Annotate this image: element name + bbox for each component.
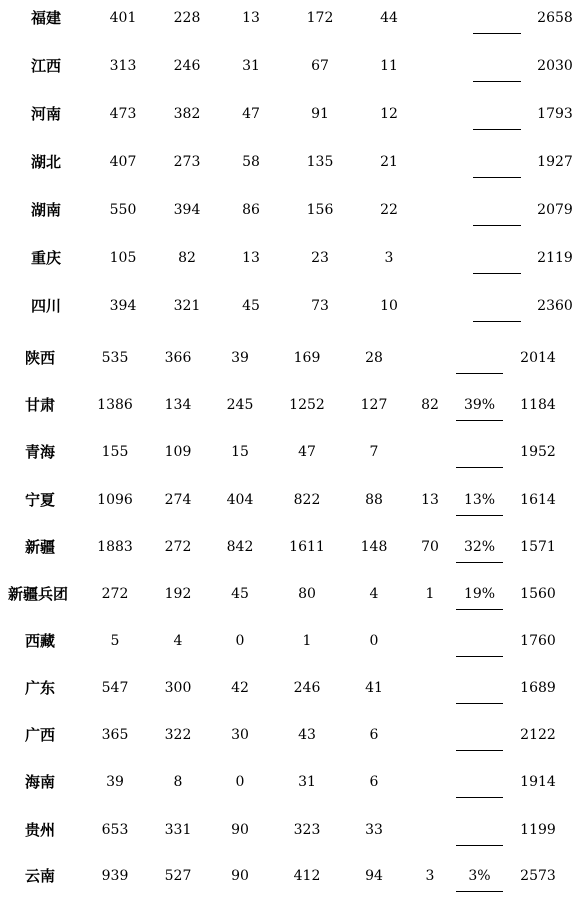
table-row — [0, 104, 584, 152]
cell-v1: 272 — [101, 586, 129, 602]
cell-v5: 88 — [365, 492, 383, 508]
cell-v8: 2122 — [520, 727, 556, 743]
cell-v8: 1914 — [520, 774, 556, 790]
cell-v8: 2119 — [537, 250, 573, 266]
cell-v5: 12 — [380, 106, 398, 122]
cell-v4: 412 — [293, 868, 321, 884]
cell-v8: 2030 — [537, 58, 573, 74]
blank-underline — [456, 797, 503, 798]
cell-v6: 1 — [425, 586, 435, 602]
province-name: 海南 — [25, 773, 56, 791]
cell-v1: 155 — [101, 444, 129, 460]
cell-v2: 228 — [173, 10, 201, 26]
blank-underline — [456, 750, 503, 751]
cell-v3: 31 — [242, 58, 260, 74]
cell-v2: 274 — [164, 492, 192, 508]
province-name: 青海 — [25, 443, 56, 461]
cell-v2: 272 — [164, 539, 192, 555]
cell-v4: 135 — [306, 154, 334, 170]
cell-v3: 90 — [231, 822, 249, 838]
cell-v8: 2014 — [520, 350, 556, 366]
province-name: 广东 — [25, 679, 56, 697]
cell-v8: 1571 — [520, 539, 556, 555]
cell-v5: 21 — [380, 154, 398, 170]
cell-v1: 105 — [109, 250, 137, 266]
table-row — [0, 537, 584, 585]
province-name: 贵州 — [25, 821, 56, 839]
blank-underline — [473, 81, 521, 82]
cell-v4: 246 — [293, 680, 321, 696]
province-name: 湖北 — [31, 153, 62, 171]
blank-underline — [456, 656, 503, 657]
province-name: 西藏 — [25, 632, 56, 650]
cell-v1: 535 — [101, 350, 129, 366]
cell-v1: 1883 — [97, 539, 133, 555]
cell-v1: 939 — [101, 868, 129, 884]
cell-v5: 28 — [365, 350, 383, 366]
table-row — [0, 678, 584, 726]
cell-v1: 473 — [109, 106, 137, 122]
table-row — [0, 152, 584, 200]
table-row — [0, 631, 584, 679]
cell-v5: 41 — [365, 680, 383, 696]
blank-underline — [473, 177, 521, 178]
percent-cell: 32% — [463, 539, 496, 555]
cell-v3: 842 — [226, 539, 254, 555]
cell-v8: 1560 — [520, 586, 556, 602]
cell-v3: 0 — [235, 774, 245, 790]
blank-underline — [473, 321, 521, 322]
table-row — [0, 490, 584, 538]
cell-v8: 2658 — [537, 10, 573, 26]
table-row — [0, 442, 584, 490]
cell-v5: 94 — [365, 868, 383, 884]
cell-v1: 653 — [101, 822, 129, 838]
cell-v5: 33 — [365, 822, 383, 838]
blank-underline — [456, 845, 503, 846]
cell-v8: 2079 — [537, 202, 573, 218]
table-row — [0, 56, 584, 104]
cell-v4: 1 — [302, 633, 312, 649]
cell-v2: 366 — [164, 350, 192, 366]
cell-v3: 13 — [242, 10, 260, 26]
cell-v4: 43 — [298, 727, 316, 743]
cell-v5: 22 — [380, 202, 398, 218]
cell-v4: 31 — [298, 774, 316, 790]
cell-v8: 1614 — [520, 492, 556, 508]
cell-v1: 1386 — [97, 397, 133, 413]
blank-underline — [456, 562, 503, 563]
cell-v6: 82 — [421, 397, 439, 413]
cell-v3: 39 — [231, 350, 249, 366]
cell-v1: 407 — [109, 154, 137, 170]
cell-v5: 148 — [360, 539, 388, 555]
cell-v4: 47 — [298, 444, 316, 460]
cell-v8: 2360 — [537, 298, 573, 314]
percent-cell: 3% — [468, 868, 491, 884]
cell-v4: 172 — [306, 10, 334, 26]
cell-v8: 1793 — [537, 106, 573, 122]
cell-v5: 44 — [380, 10, 398, 26]
cell-v3: 42 — [231, 680, 249, 696]
cell-v3: 58 — [242, 154, 260, 170]
cell-v5: 4 — [369, 586, 379, 602]
table-row — [0, 820, 584, 868]
cell-v4: 67 — [311, 58, 329, 74]
cell-v4: 91 — [311, 106, 329, 122]
cell-v2: 322 — [164, 727, 192, 743]
cell-v1: 550 — [109, 202, 137, 218]
cell-v2: 321 — [173, 298, 201, 314]
table-row — [0, 866, 584, 914]
cell-v3: 30 — [231, 727, 249, 743]
province-name: 江西 — [31, 57, 62, 75]
cell-v2: 331 — [164, 822, 192, 838]
cell-v2: 527 — [164, 868, 192, 884]
blank-underline — [456, 609, 503, 610]
blank-underline — [456, 891, 503, 892]
table-row — [0, 725, 584, 773]
cell-v5: 6 — [369, 774, 379, 790]
cell-v2: 109 — [164, 444, 192, 460]
cell-v2: 394 — [173, 202, 201, 218]
cell-v1: 401 — [109, 10, 137, 26]
cell-v4: 323 — [293, 822, 321, 838]
cell-v8: 1952 — [520, 444, 556, 460]
cell-v8: 1760 — [520, 633, 556, 649]
blank-underline — [473, 225, 521, 226]
cell-v8: 2573 — [520, 868, 556, 884]
cell-v6: 3 — [425, 868, 435, 884]
percent-cell: 39% — [463, 397, 496, 413]
province-name: 福建 — [31, 9, 62, 27]
cell-v4: 822 — [293, 492, 321, 508]
percent-cell: 19% — [463, 586, 496, 602]
cell-v6: 70 — [421, 539, 439, 555]
cell-v1: 1096 — [97, 492, 133, 508]
province-name: 甘肃 — [25, 396, 56, 414]
cell-v5: 3 — [384, 250, 394, 266]
cell-v2: 192 — [164, 586, 192, 602]
cell-v2: 8 — [173, 774, 183, 790]
table-row — [0, 296, 584, 344]
table-row — [0, 348, 584, 396]
cell-v4: 169 — [293, 350, 321, 366]
cell-v2: 273 — [173, 154, 201, 170]
province-name: 广西 — [25, 726, 56, 744]
blank-underline — [456, 703, 503, 704]
cell-v3: 15 — [231, 444, 249, 460]
blank-underline — [473, 273, 521, 274]
blank-underline — [456, 515, 503, 516]
blank-underline — [456, 373, 503, 374]
cell-v8: 1927 — [537, 154, 573, 170]
province-name: 河南 — [31, 105, 62, 123]
cell-v3: 47 — [242, 106, 260, 122]
cell-v4: 1252 — [289, 397, 325, 413]
province-name: 陕西 — [25, 349, 56, 367]
table-row — [0, 200, 584, 248]
blank-underline — [473, 33, 521, 34]
percent-cell: 13% — [463, 492, 496, 508]
cell-v1: 313 — [109, 58, 137, 74]
cell-v1: 547 — [101, 680, 129, 696]
cell-v2: 246 — [173, 58, 201, 74]
cell-v4: 73 — [311, 298, 329, 314]
province-name: 湖南 — [31, 201, 62, 219]
cell-v5: 7 — [369, 444, 379, 460]
cell-v5: 0 — [369, 633, 379, 649]
cell-v2: 82 — [178, 250, 196, 266]
cell-v3: 245 — [226, 397, 254, 413]
cell-v5: 6 — [369, 727, 379, 743]
cell-v8: 1689 — [520, 680, 556, 696]
cell-v4: 23 — [311, 250, 329, 266]
table-row — [0, 772, 584, 820]
blank-underline — [456, 467, 503, 468]
cell-v8: 1184 — [520, 397, 556, 413]
cell-v2: 382 — [173, 106, 201, 122]
province-name: 宁夏 — [25, 491, 56, 509]
cell-v2: 300 — [164, 680, 192, 696]
table-row — [0, 395, 584, 443]
cell-v3: 45 — [231, 586, 249, 602]
cell-v3: 86 — [242, 202, 260, 218]
province-name: 新疆 — [25, 538, 56, 556]
cell-v3: 13 — [242, 250, 260, 266]
cell-v5: 10 — [380, 298, 398, 314]
province-name: 四川 — [31, 297, 62, 315]
cell-v8: 1199 — [520, 822, 556, 838]
cell-v3: 0 — [235, 633, 245, 649]
cell-v1: 39 — [106, 774, 124, 790]
blank-underline — [456, 420, 503, 421]
province-name: 新疆兵团 — [8, 585, 69, 603]
cell-v2: 134 — [164, 397, 192, 413]
cell-v4: 156 — [306, 202, 334, 218]
cell-v1: 365 — [101, 727, 129, 743]
cell-v1: 394 — [109, 298, 137, 314]
blank-underline — [473, 129, 521, 130]
cell-v5: 127 — [360, 397, 388, 413]
cell-v4: 1611 — [289, 539, 325, 555]
cell-v5: 11 — [380, 58, 398, 74]
table-row — [0, 8, 584, 56]
cell-v2: 4 — [173, 633, 183, 649]
cell-v3: 45 — [242, 298, 260, 314]
cell-v3: 90 — [231, 868, 249, 884]
table-row — [0, 584, 584, 632]
province-name: 云南 — [25, 867, 56, 885]
cell-v4: 80 — [298, 586, 316, 602]
cell-v6: 13 — [421, 492, 439, 508]
province-name: 重庆 — [31, 249, 62, 267]
cell-v1: 5 — [110, 633, 120, 649]
cell-v3: 404 — [226, 492, 254, 508]
table-row — [0, 248, 584, 296]
